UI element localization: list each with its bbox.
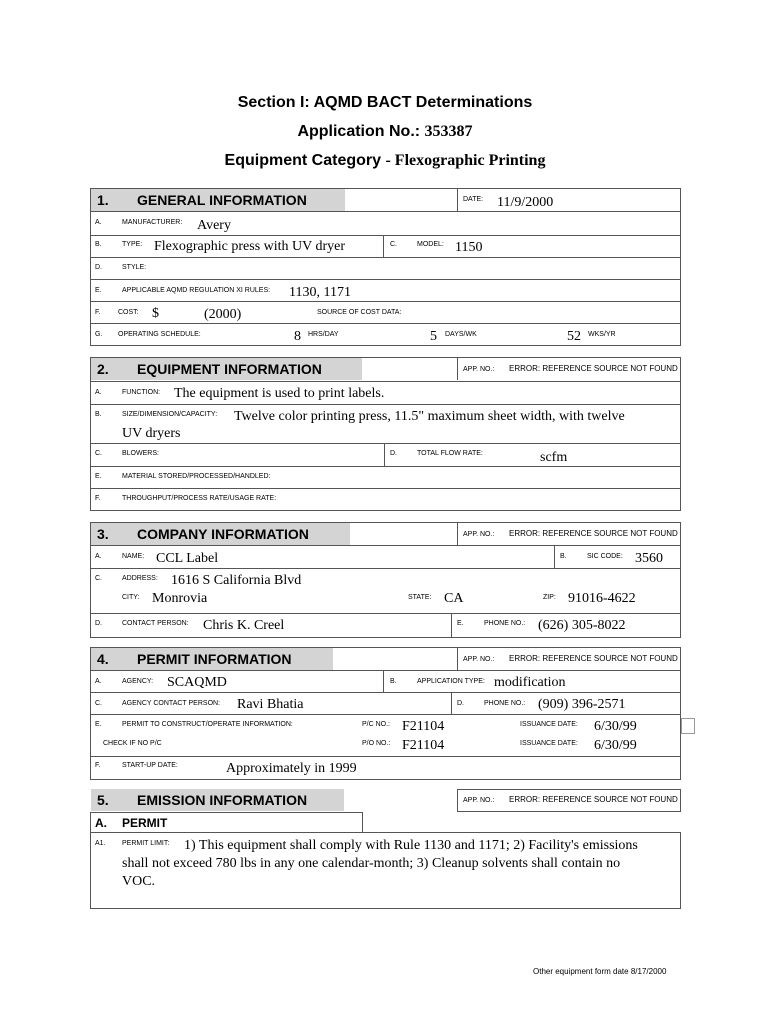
flow-rate-unit: scfm	[540, 450, 568, 465]
start-up-date-label: START-UP DATE:	[122, 762, 178, 769]
issuance-date-label-2: ISSUANCE DATE:	[520, 740, 578, 747]
issuance-date-1: 6/30/99	[594, 719, 637, 734]
section-title-permit: PERMIT INFORMATION	[137, 651, 292, 667]
operating-schedule-label: OPERATING SCHEDULE:	[118, 331, 201, 338]
section-title: Section I: AQMD BACT Determinations	[237, 94, 533, 111]
row-letter: D.	[95, 620, 102, 627]
row-letter: E.	[457, 620, 464, 627]
footer-form-date: Other equipment form date 8/17/2000	[533, 967, 667, 976]
row-letter: D.	[390, 450, 397, 457]
section-number: 3.	[97, 526, 109, 542]
row-letter: C.	[390, 241, 397, 248]
section-number: 5.	[97, 792, 109, 808]
permit-subheader-title: PERMIT	[122, 816, 168, 830]
city-value: Monrovia	[152, 591, 208, 606]
row-letter: G.	[95, 331, 103, 338]
start-up-date-value: Approximately in 1999	[226, 761, 357, 776]
state-value: CA	[444, 591, 464, 606]
material-label: MATERIAL STORED/PROCESSED/HANDLED:	[122, 473, 271, 480]
company-name-value: CCL Label	[156, 551, 219, 566]
application-number: 353387	[424, 123, 473, 140]
row-letter: B.	[560, 553, 567, 560]
function-label: FUNCTION:	[122, 389, 161, 396]
agency-phone-value: (909) 396-2571	[538, 697, 626, 712]
application-number-line	[0, 123, 770, 141]
row-letter: B.	[95, 241, 102, 248]
section-title-emission: EMISSION INFORMATION	[137, 792, 308, 808]
regulation-label: APPLICABLE AQMD REGULATION XI RULES:	[122, 287, 271, 294]
phone-value: (626) 305-8022	[538, 618, 626, 633]
permit-limit-line3: VOC.	[122, 874, 156, 889]
section-number: 1.	[97, 192, 109, 208]
sic-code-value: 3560	[635, 551, 663, 566]
application-number-label: Application No.:	[297, 123, 421, 140]
address-label: ADDRESS:	[122, 575, 158, 582]
date-label: DATE:	[463, 196, 484, 203]
row-letter: A.	[95, 553, 102, 560]
model-value: 1150	[455, 240, 483, 255]
weeks-per-year-label: WKS/YR	[588, 331, 616, 338]
row-letter: D.	[457, 700, 464, 707]
row-letter: B.	[390, 678, 397, 685]
city-label: CITY:	[122, 594, 140, 601]
cost-currency: $	[152, 306, 159, 321]
throughput-label: THROUGHPUT/PROCESS RATE/USAGE RATE:	[122, 495, 277, 502]
agency-phone-label: PHONE NO.:	[484, 700, 526, 707]
permit-limit-line2: shall not exceed 780 lbs in any one calendar-month; 3) Cleanup solvents shall contain no	[122, 856, 621, 871]
emission-information-header	[91, 789, 344, 811]
section-title-company: COMPANY INFORMATION	[137, 526, 309, 542]
source-of-cost-label: SOURCE OF COST DATA:	[317, 309, 402, 316]
app-no-label: APP. NO.:	[463, 656, 495, 663]
row-letter: C.	[95, 700, 102, 707]
issuance-date-label-1: ISSUANCE DATE:	[520, 721, 578, 728]
size-label: SIZE/DIMENSION/CAPACITY:	[122, 411, 218, 418]
row-letter: F.	[95, 309, 101, 316]
permit-limit-number: A1.	[95, 840, 106, 847]
type-value: Flexographic press with UV dryer	[154, 239, 346, 254]
agency-label: AGENCY:	[122, 678, 154, 685]
permit-construct-label: PERMIT TO CONSTRUCT/OPERATE INFORMATION:	[122, 721, 293, 728]
app-no-label: APP. NO.:	[463, 366, 495, 373]
pc-no-label: P/C NO.:	[362, 721, 391, 728]
po-no-label: P/O NO.:	[362, 740, 391, 747]
cost-label: COST:	[118, 309, 139, 316]
cost-value: (2000)	[204, 307, 242, 322]
manufacturer-value: Avery	[197, 218, 231, 233]
row-letter: D.	[95, 264, 102, 271]
zip-label: ZIP:	[543, 594, 556, 601]
model-label: MODEL:	[417, 241, 444, 248]
row-letter: C.	[95, 450, 102, 457]
no-pc-checkbox[interactable]	[681, 718, 695, 734]
total-flow-rate-label: TOTAL FLOW RATE:	[417, 450, 483, 457]
error-reference-text: ERROR: REFERENCE SOURCE NOT FOUND	[509, 529, 678, 538]
app-no-label: APP. NO.:	[463, 531, 495, 538]
hours-per-day-label: HRS/DAY	[308, 331, 339, 338]
section-title-equipment: EQUIPMENT INFORMATION	[137, 361, 322, 377]
po-no-value: F21104	[402, 738, 445, 753]
date-value: 11/9/2000	[497, 195, 554, 210]
row-letter: C.	[95, 575, 102, 582]
error-reference-text: ERROR: REFERENCE SOURCE NOT FOUND	[509, 364, 678, 373]
sic-code-label: SIC CODE:	[587, 553, 623, 560]
state-label: STATE:	[408, 594, 432, 601]
error-reference-text: ERROR: REFERENCE SOURCE NOT FOUND	[509, 795, 678, 804]
permit-limit-line1: 1) This equipment shall comply with Rule 1130 and 1171; 2) Facility's emissions	[184, 838, 638, 853]
regulation-value: 1130, 1171	[289, 285, 351, 300]
application-type-value: modification	[494, 675, 566, 690]
style-label: STYLE:	[122, 264, 147, 271]
row-letter: E.	[95, 287, 102, 294]
app-no-label: APP. NO.:	[463, 797, 495, 804]
weeks-per-year: 52	[567, 329, 581, 344]
check-if-no-pc-label: CHECK IF NO P/C	[103, 740, 162, 747]
section-number: 2.	[97, 361, 109, 377]
row-letter: B.	[95, 411, 102, 418]
agency-contact-value: Ravi Bhatia	[237, 697, 304, 712]
contact-person-value: Chris K. Creel	[203, 618, 285, 633]
row-letter: A.	[95, 678, 102, 685]
equipment-category-label: Equipment Category	[224, 152, 382, 169]
phone-label: PHONE NO.:	[484, 620, 526, 627]
error-reference-text: ERROR: REFERENCE SOURCE NOT FOUND	[509, 654, 678, 663]
days-per-week-label: DAYS/WK	[445, 331, 477, 338]
row-letter: E.	[95, 721, 102, 728]
issuance-date-2: 6/30/99	[594, 738, 637, 753]
equipment-category-line	[0, 152, 770, 170]
function-value: The equipment is used to print labels.	[174, 386, 385, 401]
permit-subheader-letter: A.	[95, 816, 107, 830]
zip-value: 91016-4622	[568, 591, 636, 606]
row-letter: E.	[95, 473, 102, 480]
contact-person-label: CONTACT PERSON:	[122, 620, 189, 627]
size-value-line1: Twelve color printing press, 11.5" maximum sheet width, with twelve	[234, 409, 625, 424]
size-value-line2: UV dryers	[122, 426, 181, 441]
type-label: TYPE:	[122, 241, 143, 248]
agency-contact-label: AGENCY CONTACT PERSON:	[122, 700, 221, 707]
manufacturer-label: MANUFACTURER:	[122, 219, 183, 226]
pc-no-value: F21104	[402, 719, 445, 734]
section-number: 4.	[97, 651, 109, 667]
row-letter: A.	[95, 219, 102, 226]
hours-per-day: 8	[294, 329, 301, 344]
address-value: 1616 S California Blvd	[171, 573, 302, 588]
days-per-week: 5	[430, 329, 437, 344]
row-letter: F.	[95, 495, 101, 502]
blowers-label: BLOWERS:	[122, 450, 159, 457]
section-title-general: GENERAL INFORMATION	[137, 192, 307, 208]
agency-value: SCAQMD	[167, 675, 227, 690]
equipment-category-value: - Flexographic Printing	[385, 152, 546, 169]
company-name-label: NAME:	[122, 553, 145, 560]
application-type-label: APPLICATION TYPE:	[417, 678, 485, 685]
row-letter: A.	[95, 389, 102, 396]
row-letter: F.	[95, 762, 101, 769]
permit-limit-label: PERMIT LIMIT:	[122, 840, 170, 847]
